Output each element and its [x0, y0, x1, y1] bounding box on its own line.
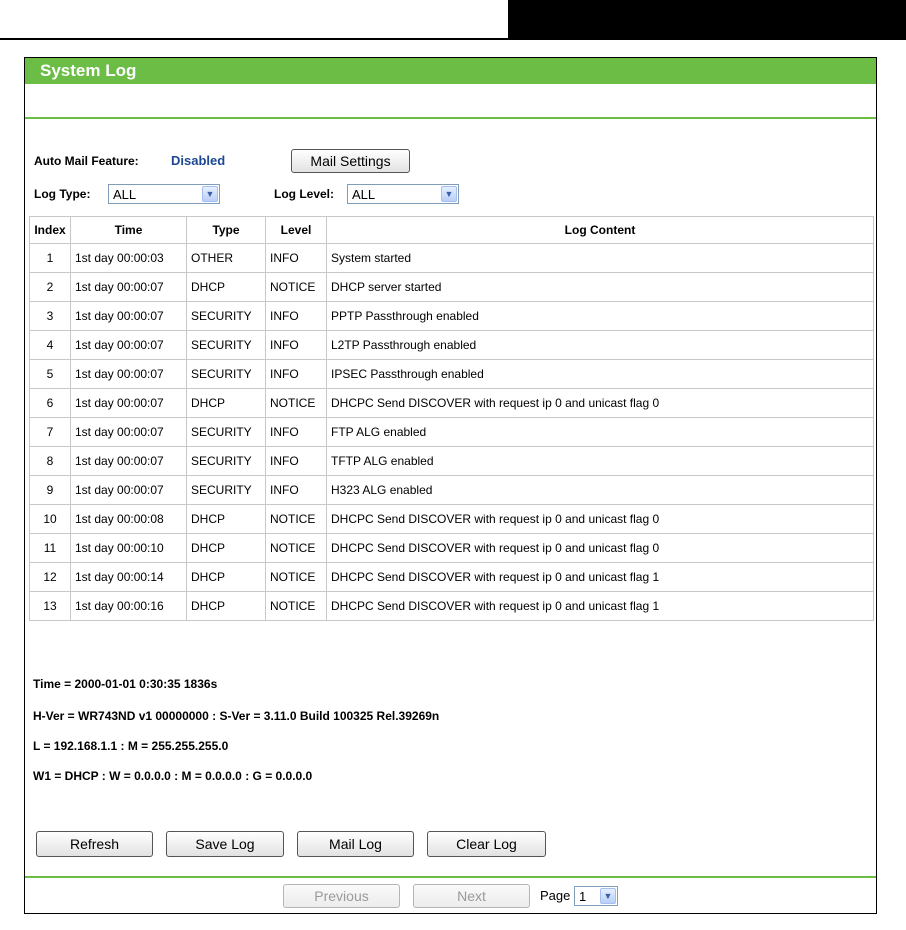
table-header-row — [30, 217, 874, 244]
cell-log-content: FTP ALG enabled — [327, 418, 874, 447]
log-table — [29, 216, 874, 621]
cell-type: OTHER — [187, 244, 266, 273]
version-info-text: H-Ver = WR743ND v1 00000000 : S-Ver = 3.11.0 Build 100325 Rel.39269n — [33, 709, 440, 723]
mail-settings-button[interactable]: Mail Settings — [291, 149, 410, 173]
page-select[interactable] — [574, 886, 618, 906]
page-label: Page — [540, 888, 571, 903]
cell-log-content: TFTP ALG enabled — [327, 447, 874, 476]
log-type-label: Log Type: — [34, 187, 91, 201]
cell-type: DHCP — [187, 534, 266, 563]
cell-level: INFO — [266, 447, 327, 476]
system-log-panel — [24, 57, 877, 914]
cell-log-content: PPTP Passthrough enabled — [327, 302, 874, 331]
cell-time: 1st day 00:00:07 — [71, 302, 187, 331]
cell-time: 1st day 00:00:16 — [71, 592, 187, 621]
column-header-level: Level — [266, 217, 327, 244]
document-header-block — [508, 0, 906, 40]
cell-index: 4 — [30, 331, 71, 360]
chevron-down-icon[interactable]: ▼ — [600, 888, 616, 904]
cell-level: NOTICE — [266, 389, 327, 418]
cell-index: 8 — [30, 447, 71, 476]
cell-log-content: DHCPC Send DISCOVER with request ip 0 and unicast flag 0 — [327, 505, 874, 534]
cell-type: SECURITY — [187, 360, 266, 389]
cell-index: 1 — [30, 244, 71, 273]
cell-type: SECURITY — [187, 331, 266, 360]
cell-level: INFO — [266, 302, 327, 331]
table-row — [30, 563, 874, 592]
cell-log-content: H323 ALG enabled — [327, 476, 874, 505]
auto-mail-label: Auto Mail Feature: — [34, 154, 139, 168]
page-select-value: 1 — [579, 889, 587, 904]
cell-log-content: System started — [327, 244, 874, 273]
log-level-value: ALL — [352, 187, 376, 202]
cell-time: 1st day 00:00:07 — [71, 447, 187, 476]
table-row — [30, 592, 874, 621]
cell-level: INFO — [266, 360, 327, 389]
auto-mail-status: Disabled — [171, 153, 226, 168]
document-header-rule — [0, 38, 906, 40]
cell-time: 1st day 00:00:07 — [71, 389, 187, 418]
cell-index: 7 — [30, 418, 71, 447]
cell-type: DHCP — [187, 563, 266, 592]
table-row — [30, 244, 874, 273]
cell-level: NOTICE — [266, 563, 327, 592]
cell-type: DHCP — [187, 592, 266, 621]
cell-time: 1st day 00:00:03 — [71, 244, 187, 273]
cell-time: 1st day 00:00:07 — [71, 418, 187, 447]
cell-time: 1st day 00:00:08 — [71, 505, 187, 534]
cell-time: 1st day 00:00:14 — [71, 563, 187, 592]
cell-level: INFO — [266, 476, 327, 505]
refresh-button[interactable]: Refresh — [36, 831, 153, 857]
cell-level: NOTICE — [266, 534, 327, 563]
table-row — [30, 389, 874, 418]
cell-time: 1st day 00:00:07 — [71, 331, 187, 360]
cell-time: 1st day 00:00:10 — [71, 534, 187, 563]
cell-index: 6 — [30, 389, 71, 418]
chevron-down-icon[interactable]: ▼ — [202, 186, 218, 202]
cell-index: 2 — [30, 273, 71, 302]
cell-level: INFO — [266, 418, 327, 447]
cell-log-content: DHCPC Send DISCOVER with request ip 0 and unicast flag 1 — [327, 592, 874, 621]
table-row — [30, 505, 874, 534]
page-title: System Log — [40, 61, 137, 80]
cell-level: INFO — [266, 244, 327, 273]
cell-index: 10 — [30, 505, 71, 534]
table-row — [30, 331, 874, 360]
cell-type: DHCP — [187, 273, 266, 302]
cell-type: DHCP — [187, 389, 266, 418]
cell-level: NOTICE — [266, 505, 327, 534]
cell-index: 13 — [30, 592, 71, 621]
column-header-type: Type — [187, 217, 266, 244]
cell-type: SECURITY — [187, 476, 266, 505]
cell-index: 12 — [30, 563, 71, 592]
cell-level: INFO — [266, 331, 327, 360]
cell-time: 1st day 00:00:07 — [71, 360, 187, 389]
previous-page-button[interactable]: Previous — [283, 884, 400, 908]
cell-log-content: IPSEC Passthrough enabled — [327, 360, 874, 389]
clear-log-button[interactable]: Clear Log — [427, 831, 546, 857]
cell-time: 1st day 00:00:07 — [71, 476, 187, 505]
cell-log-content: DHCPC Send DISCOVER with request ip 0 and unicast flag 0 — [327, 534, 874, 563]
table-row — [30, 476, 874, 505]
cell-index: 5 — [30, 360, 71, 389]
system-time-text: Time = 2000-01-01 0:30:35 1836s — [33, 677, 218, 691]
column-header-time: Time — [71, 217, 187, 244]
cell-log-content: DHCPC Send DISCOVER with request ip 0 and unicast flag 1 — [327, 563, 874, 592]
title-divider — [25, 117, 876, 119]
table-row — [30, 418, 874, 447]
column-header-index: Index — [30, 217, 71, 244]
title-bar — [25, 58, 876, 84]
table-row — [30, 273, 874, 302]
table-row — [30, 534, 874, 563]
chevron-down-icon[interactable]: ▼ — [441, 186, 457, 202]
cell-type: SECURITY — [187, 302, 266, 331]
cell-type: SECURITY — [187, 418, 266, 447]
log-level-label: Log Level: — [274, 187, 335, 201]
save-log-button[interactable]: Save Log — [166, 831, 284, 857]
next-page-button[interactable]: Next — [413, 884, 530, 908]
cell-type: DHCP — [187, 505, 266, 534]
cell-log-content: DHCP server started — [327, 273, 874, 302]
cell-log-content: L2TP Passthrough enabled — [327, 331, 874, 360]
cell-log-content: DHCPC Send DISCOVER with request ip 0 and unicast flag 0 — [327, 389, 874, 418]
footer-divider — [25, 876, 876, 878]
table-row — [30, 447, 874, 476]
cell-index: 9 — [30, 476, 71, 505]
cell-index: 3 — [30, 302, 71, 331]
log-level-select[interactable] — [347, 184, 459, 204]
column-header-log-content: Log Content — [327, 217, 874, 244]
cell-level: NOTICE — [266, 592, 327, 621]
table-row — [30, 302, 874, 331]
cell-level: NOTICE — [266, 273, 327, 302]
mail-log-button[interactable]: Mail Log — [297, 831, 414, 857]
lan-info-text: L = 192.168.1.1 : M = 255.255.255.0 — [33, 739, 229, 753]
cell-type: SECURITY — [187, 447, 266, 476]
cell-index: 11 — [30, 534, 71, 563]
cell-time: 1st day 00:00:07 — [71, 273, 187, 302]
table-row — [30, 360, 874, 389]
wan-info-text: W1 = DHCP : W = 0.0.0.0 : M = 0.0.0.0 : G = 0.0.0.0 — [33, 769, 313, 783]
log-type-select[interactable] — [108, 184, 220, 204]
log-type-value: ALL — [113, 187, 137, 202]
